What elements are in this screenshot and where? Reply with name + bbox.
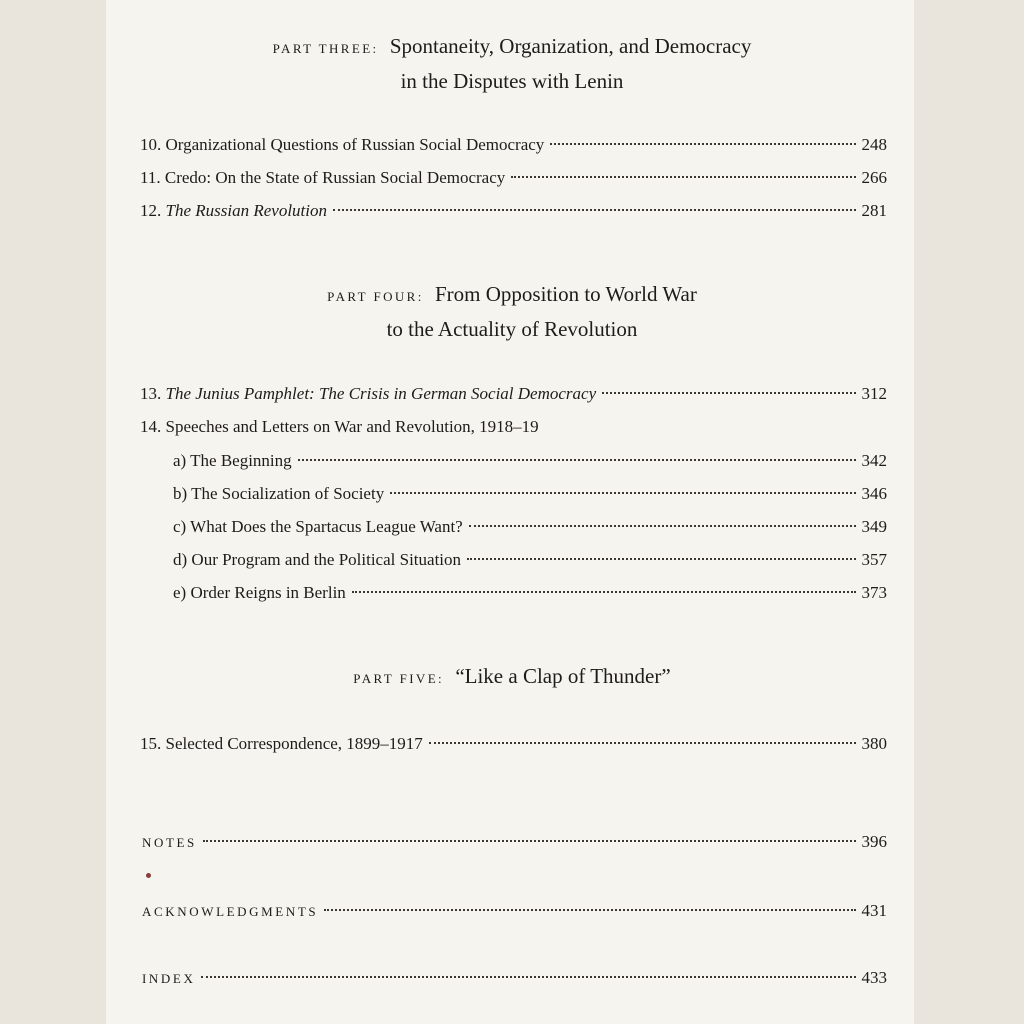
dot-leader (429, 742, 856, 744)
part-three-label: PART THREE: (272, 41, 379, 56)
toc-entry (140, 198, 887, 224)
dot-leader (469, 525, 856, 527)
entry-title: Speeches and Letters on War and Revolution, 1918–19 (165, 417, 539, 436)
part-four-title-line2: to the Actuality of Revolution (386, 317, 638, 341)
entry-title: Credo: On the State of Russian Social Democracy (164, 168, 506, 187)
dot-leader (352, 591, 856, 593)
subentry-page: 342 (861, 451, 887, 470)
entry-number: 10. (140, 135, 162, 154)
entry-page: 312 (861, 384, 887, 403)
entry-number: 13. (140, 384, 162, 403)
back-matter-page: 431 (861, 901, 887, 920)
dot-leader (298, 459, 856, 461)
part-five-heading (0, 660, 1024, 695)
entry-page: 248 (861, 135, 887, 154)
dot-leader (511, 176, 855, 178)
toc-subentry (173, 547, 887, 573)
entry-page: 266 (861, 168, 887, 187)
entry-page: 380 (861, 734, 887, 753)
subentry-title: d) Our Program and the Political Situation (173, 550, 462, 569)
dot-leader (390, 492, 855, 494)
subentry-page: 346 (861, 484, 887, 503)
toc-entry (140, 132, 887, 158)
toc-subentry (173, 481, 887, 507)
subentry-page: 357 (861, 550, 887, 569)
entry-number: 12. (140, 201, 162, 220)
part-three-title-line2: in the Disputes with Lenin (400, 69, 624, 93)
subentry-page: 373 (861, 583, 887, 602)
toc-entry (140, 381, 887, 407)
dot-leader (467, 558, 855, 560)
back-matter-title: NOTES (142, 835, 197, 850)
back-matter-entry (142, 965, 887, 991)
part-four-heading (0, 278, 1024, 345)
part-three-heading (0, 30, 1024, 97)
entry-number: 11. (140, 168, 161, 187)
toc-entry (140, 731, 887, 757)
entry-title: The Russian Revolution (165, 201, 327, 220)
toc-entry (140, 414, 539, 440)
ink-speck (146, 873, 151, 878)
part-five-title: “Like a Clap of Thunder” (455, 664, 671, 688)
dot-leader (324, 909, 855, 911)
dot-leader (333, 209, 856, 211)
dot-leader (602, 392, 855, 394)
back-matter-entry (142, 829, 887, 855)
back-matter-title: INDEX (142, 971, 196, 986)
back-matter-page: 396 (861, 832, 887, 851)
entry-number: 15. (140, 734, 162, 753)
part-three-title-line1: Spontaneity, Organization, and Democracy (389, 34, 752, 58)
entry-title: Selected Correspondence, 1899–1917 (165, 734, 423, 753)
subentry-title: c) What Does the Spartacus League Want? (173, 517, 463, 536)
back-matter-entry (142, 898, 887, 924)
toc-subentry (173, 448, 887, 474)
toc-subentry (173, 580, 887, 606)
subentry-page: 349 (861, 517, 887, 536)
subentry-title: b) The Socialization of Society (173, 484, 385, 503)
toc-subentry (173, 514, 887, 540)
back-matter-page: 433 (861, 968, 887, 987)
entry-page: 281 (861, 201, 887, 220)
subentry-title: e) Order Reigns in Berlin (173, 583, 346, 602)
toc-entry (140, 165, 887, 191)
part-five-label: PART FIVE: (353, 671, 445, 686)
dot-leader (203, 840, 856, 842)
dot-leader (201, 976, 855, 978)
dot-leader (550, 143, 855, 145)
part-four-title-line1: From Opposition to World War (434, 282, 697, 306)
entry-title: The Junius Pamphlet: The Crisis in German Social Democracy (165, 384, 597, 403)
entry-title: Organizational Questions of Russian Social Democracy (165, 135, 545, 154)
entry-number: 14. (140, 417, 162, 436)
back-matter-title: ACKNOWLEDGMENTS (142, 904, 319, 919)
subentry-title: a) The Beginning (173, 451, 292, 470)
part-four-label: PART FOUR: (327, 289, 424, 304)
